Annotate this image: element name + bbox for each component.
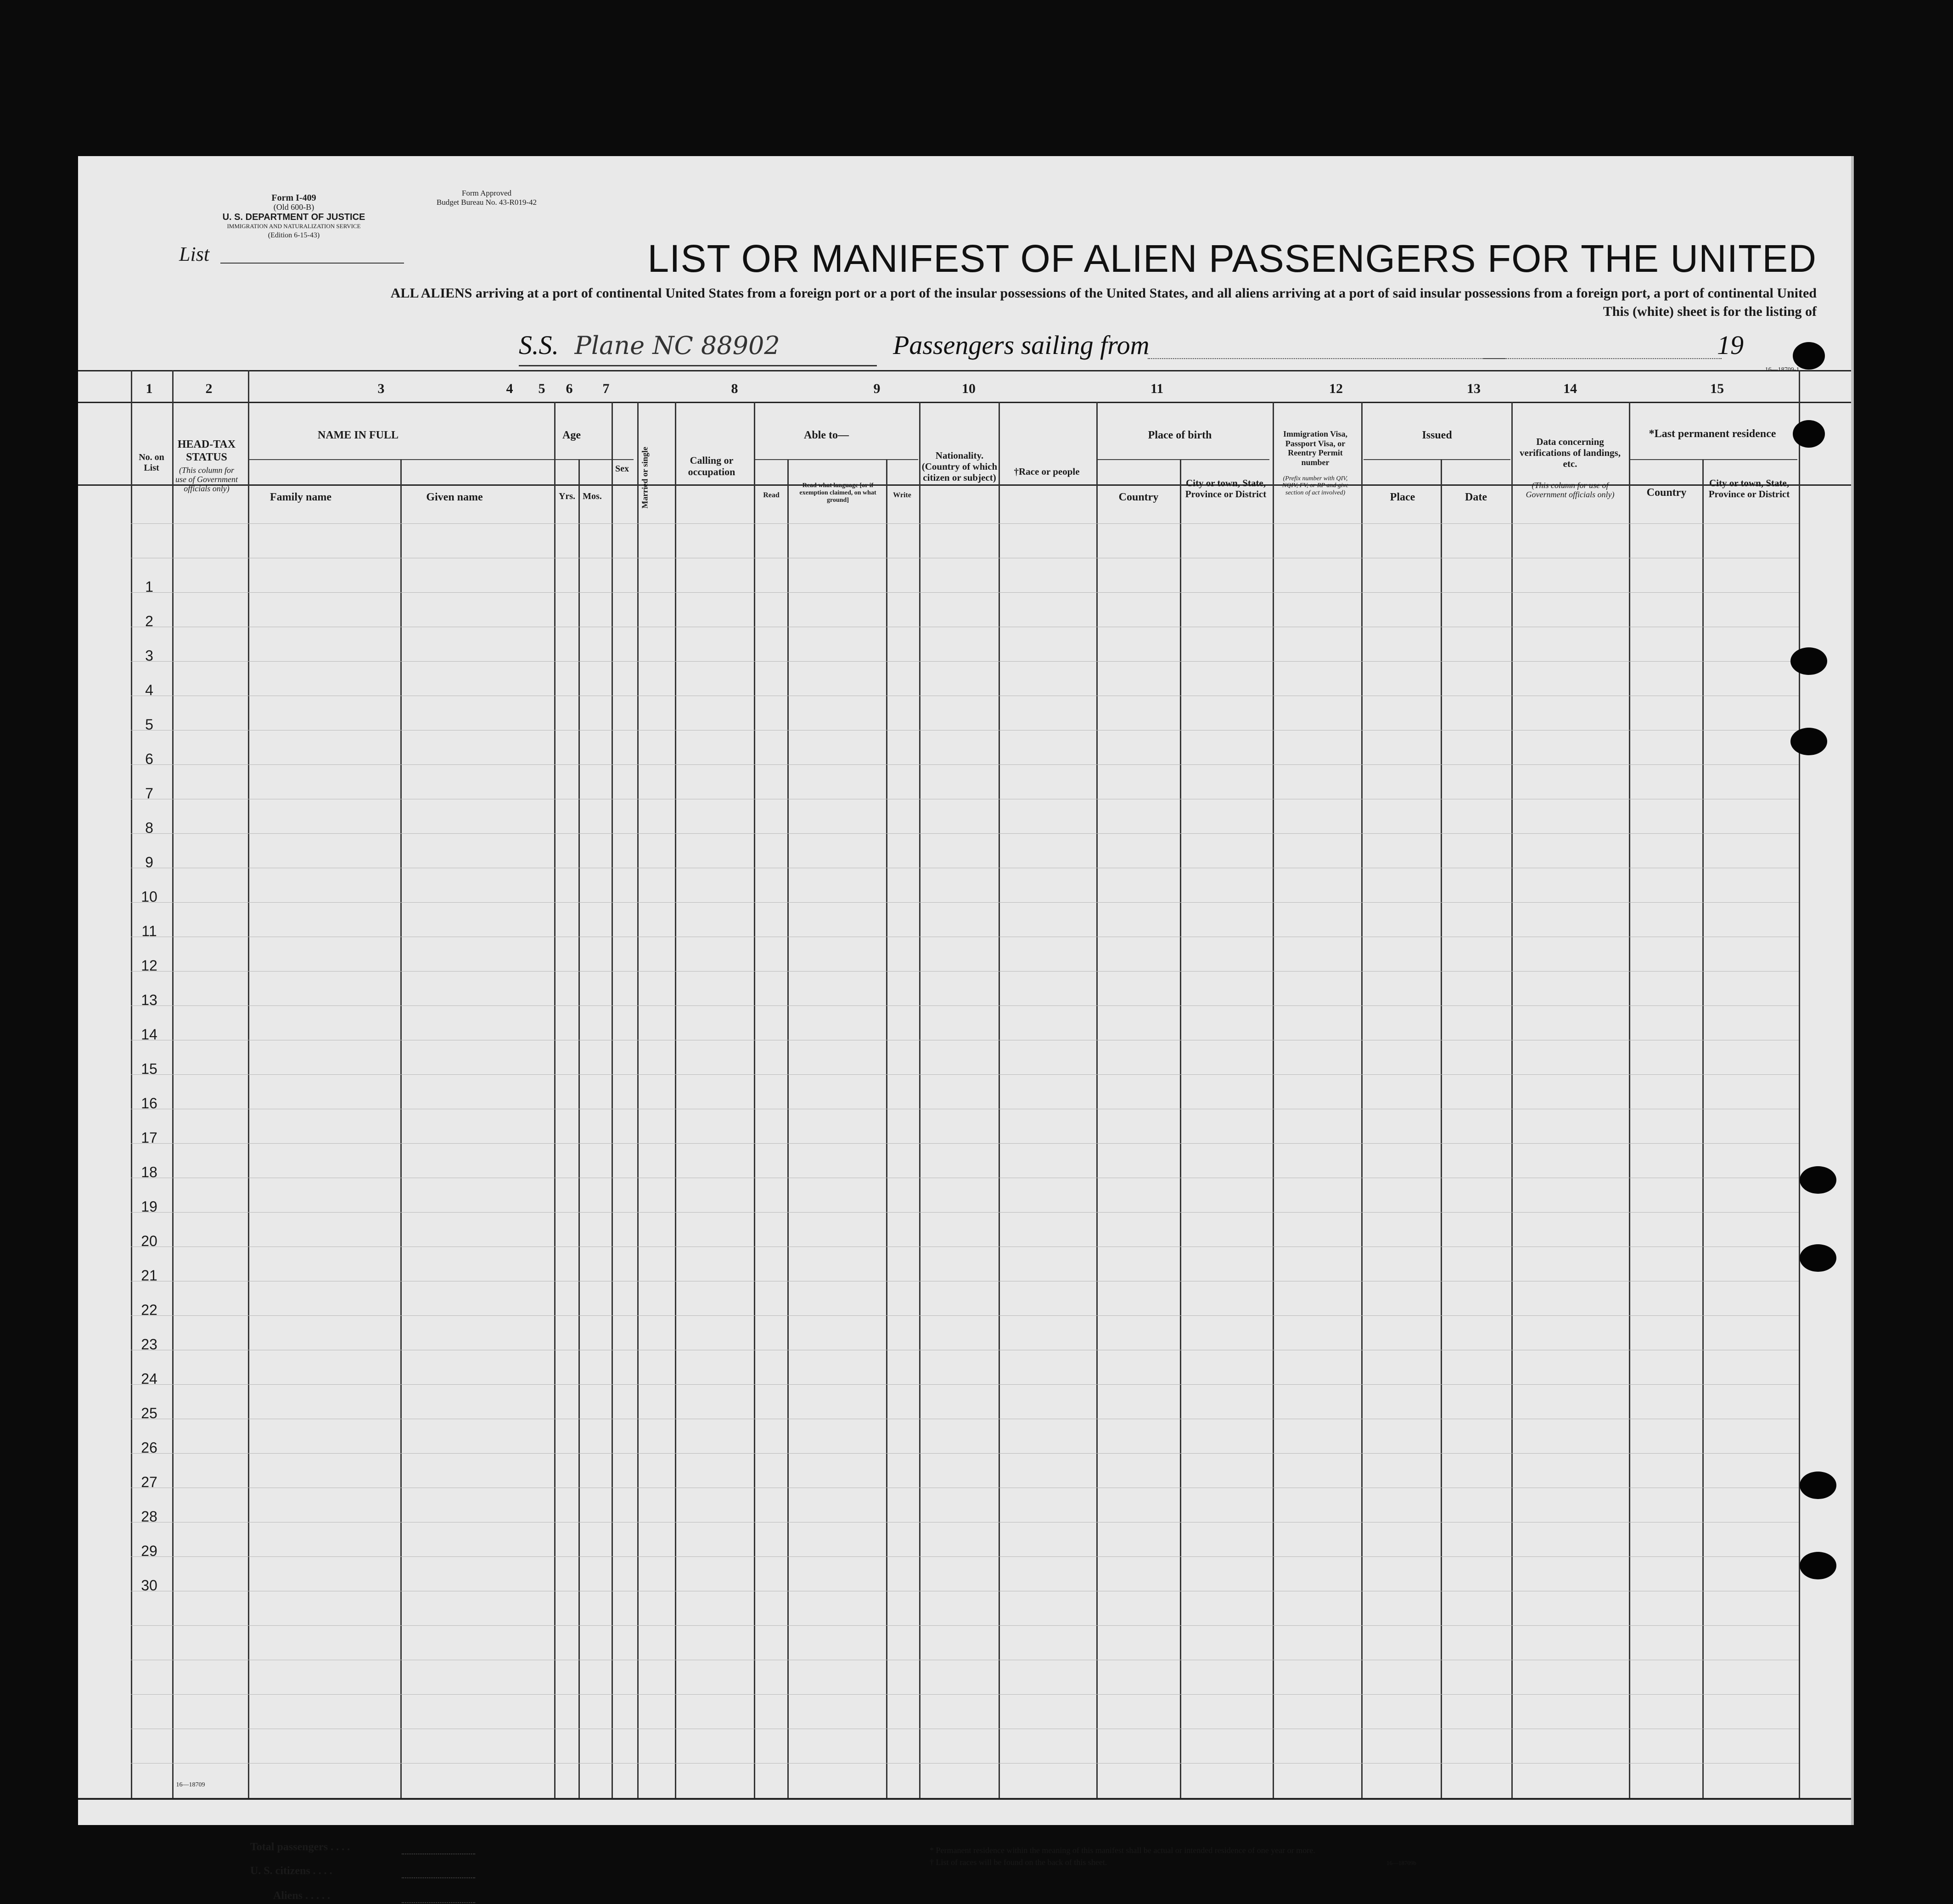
hdr-last-residence: *Last permanent residence [1649, 428, 1776, 440]
form-old: (Old 600-B) [273, 202, 314, 212]
hdr-head-tax-note: (This column for use of Government officials only) [175, 466, 238, 493]
hdr-sex: Sex [615, 464, 629, 474]
date-underline [1483, 358, 1722, 359]
form-service: IMMIGRATION AND NATURALIZATION SERVICE [227, 223, 361, 230]
row-number: 27 [141, 1474, 157, 1490]
list-label: List [179, 243, 210, 265]
subhdr-line-birth [1097, 459, 1269, 460]
colnum-12: 12 [1329, 381, 1343, 396]
col-line [1799, 370, 1800, 1798]
row-number: 20 [141, 1233, 157, 1249]
row-number: 29 [141, 1543, 157, 1559]
colnum-14: 14 [1563, 381, 1577, 396]
row-number: 8 [145, 820, 153, 836]
hdr-family-name: Family name [270, 491, 331, 503]
row-line [131, 1453, 1799, 1454]
row-number: 5 [145, 716, 153, 733]
col-line [1441, 459, 1442, 1798]
col-line [612, 402, 613, 1798]
form-edition: (Edition 6-15-43) [268, 231, 320, 239]
row-number: 2 [145, 613, 153, 629]
manifest-sheet [78, 156, 1854, 1902]
total-passengers-label: Total passengers . . . . [250, 1841, 350, 1853]
colnum-13: 13 [1467, 381, 1481, 396]
row-number: 14 [141, 1026, 157, 1043]
col-line [554, 402, 556, 1798]
row-number: 15 [141, 1061, 157, 1077]
col-line [1629, 402, 1630, 1798]
row-line [131, 764, 1799, 765]
form-department: U. S. DEPARTMENT OF JUSTICE [222, 212, 365, 222]
row-number: 16 [141, 1095, 157, 1112]
col-line [1180, 459, 1181, 1798]
row-number: 7 [145, 785, 153, 802]
punch-hole [1800, 1552, 1836, 1579]
row-number: 25 [141, 1405, 157, 1421]
row-number: 13 [141, 992, 157, 1008]
row-number: 28 [141, 1508, 157, 1525]
hdr-age: Age [562, 429, 581, 441]
row-line [131, 1143, 1799, 1144]
punch-hole [1793, 342, 1825, 370]
colnum-1: 1 [146, 381, 153, 396]
col-line [675, 402, 676, 1798]
col-line [754, 402, 755, 1798]
column-number-rule [78, 402, 1851, 403]
ship-line [519, 330, 780, 360]
hdr-calling: Calling or occupation [688, 455, 735, 478]
colnum-8: 8 [731, 381, 738, 396]
col-line [578, 459, 580, 1798]
hdr-given-name: Given name [426, 491, 483, 503]
hdr-data-concerning: Data concerning verifications of landings, etc. [1520, 436, 1621, 470]
us-citizens-label: U. S. citizens . . . . [250, 1865, 332, 1877]
hdr-data-note: (This column for use of Government officials only) [1526, 481, 1615, 499]
hdr-read-language: Read what language [or if exemption claimed, on what ground] [799, 482, 876, 504]
colnum-4: 4 [506, 381, 513, 396]
ship-name-handwritten: Plane NC 88902 [574, 331, 780, 360]
hdr-no-on-list: No. on List [139, 452, 164, 473]
row-line [131, 1556, 1799, 1557]
row-line [131, 1625, 1799, 1626]
col-line [1702, 459, 1704, 1798]
hdr-issued-date: Date [1465, 491, 1487, 503]
sailing-from-underline [1148, 358, 1506, 359]
row-line [131, 661, 1799, 662]
col-line [999, 402, 1000, 1798]
page-title: LIST OR MANIFEST OF ALIEN PASSENGERS FOR THE UNITED [647, 237, 1817, 280]
hdr-place-of-birth: Place of birth [1148, 429, 1212, 441]
col-line [886, 459, 887, 1798]
row-line [131, 902, 1799, 903]
form-budget: Budget Bureau No. 43-R019-42 [436, 198, 537, 207]
row-number: 17 [141, 1129, 157, 1146]
colnum-15: 15 [1710, 381, 1724, 396]
hdr-visa: Immigration Visa, Passport Visa, or Reentry Permit number [1283, 429, 1347, 467]
form-approval: Form Approved [461, 189, 512, 197]
row-line [131, 1315, 1799, 1316]
colnum-7: 7 [602, 381, 610, 396]
row-number: 11 [141, 923, 157, 939]
row-number: 6 [145, 751, 153, 767]
punch-hole [1793, 420, 1825, 448]
punch-hole [1800, 1472, 1836, 1499]
punch-hole [1790, 728, 1827, 755]
hdr-issued-place: Place [1390, 491, 1415, 503]
colnum-5: 5 [538, 381, 545, 396]
hdr-name-in-full: NAME IN FULL [317, 429, 398, 441]
ss-label: S.S. [519, 330, 559, 360]
col-line [248, 370, 249, 1798]
hdr-nationality: Nationality. (Country of which citizen or subject) [921, 450, 998, 483]
hdr-issued: Issued [1422, 429, 1452, 441]
hdr-yrs: Yrs. [558, 491, 576, 501]
row-number: 9 [145, 854, 153, 871]
colnum-6: 6 [566, 381, 573, 396]
hdr-race: †Race or people [1014, 466, 1080, 477]
table-bottom-rule [78, 1798, 1851, 1800]
hdr-read: Read [763, 491, 780, 499]
row-line [131, 1005, 1799, 1006]
sailing-from-label: Passengers sailing from [893, 330, 1150, 360]
colnum-11: 11 [1150, 381, 1164, 396]
footnote-residence: * Permanent residence within the meaning of this manifest shall be actual or intended residence of one year or more. [930, 1846, 1315, 1855]
col-line [1273, 402, 1274, 1798]
hdr-birth-city: City or town, State, Province or District [1185, 477, 1267, 500]
header-subtitle-1: ALL ALIENS arriving at a port of continental United States from a foreign port or a port of the insular possessions of the United States, and all aliens arriving at a port of said insular possessions from a foreign port, a port of continental United [390, 286, 1817, 301]
col-line [400, 459, 402, 1798]
hdr-head-tax: HEAD-TAX STATUS [177, 438, 236, 463]
col-line [1511, 402, 1513, 1798]
row-line [131, 1763, 1799, 1764]
hdr-visa-note: (Prefix number with QIV, NQIV, FV, or RP and give section of act involved) [1282, 475, 1349, 496]
colnum-2: 2 [205, 381, 213, 396]
row-number: 1 [145, 579, 153, 595]
row-line [131, 833, 1799, 834]
row-line [131, 971, 1799, 972]
col-line [637, 402, 639, 1798]
row-line [131, 1384, 1799, 1385]
hdr-residence-city: City or town, State, Province or District [1708, 477, 1790, 500]
col-line [787, 459, 789, 1798]
row-line [131, 1694, 1799, 1695]
subhdr-line-able [755, 459, 918, 460]
form-id: Form I-409 [271, 193, 316, 203]
row-number: 3 [145, 647, 153, 664]
col-line [919, 402, 920, 1798]
us-citizens-field[interactable] [402, 1877, 475, 1878]
row-number: 30 [141, 1577, 157, 1594]
row-line [131, 523, 1799, 524]
header-subtitle-2: This (white) sheet is for the listing of [1603, 304, 1817, 319]
row-number: 18 [141, 1164, 157, 1180]
hdr-mos: Mos. [583, 491, 602, 501]
colnum-3: 3 [377, 381, 385, 396]
footnote-code: 16—18709b [1386, 1859, 1416, 1866]
total-passengers-field[interactable] [402, 1853, 475, 1854]
row-line [131, 1074, 1799, 1075]
hdr-write: Write [893, 491, 911, 499]
colnum-9: 9 [873, 381, 881, 396]
year-prefix: 19 [1717, 330, 1744, 360]
row-number: 4 [145, 682, 153, 698]
row-number: 19 [141, 1198, 157, 1215]
hdr-married: Married or single [640, 447, 650, 509]
row-number: 21 [141, 1267, 157, 1284]
row-number: 10 [141, 888, 157, 905]
hdr-birth-country: Country [1118, 491, 1159, 503]
aliens-field[interactable] [402, 1902, 475, 1903]
row-number: 24 [141, 1370, 157, 1387]
col-line [172, 370, 174, 1798]
form-stamp: 16—18709-1 [1765, 366, 1800, 373]
subhdr-line-name [248, 459, 634, 460]
aliens-label: Aliens . . . . . [273, 1890, 331, 1902]
hdr-able-to: Able to— [804, 429, 849, 441]
row-number: 23 [141, 1336, 157, 1353]
row-line [131, 592, 1799, 593]
ship-underline [519, 365, 877, 366]
row-number: 12 [141, 957, 157, 974]
list-underline [220, 263, 404, 264]
footnote-races: † List of races will be found on the back of this sheet. [930, 1858, 1107, 1867]
col-line [1361, 402, 1363, 1798]
punch-hole [1790, 647, 1827, 675]
subhdr-line-residence [1630, 459, 1797, 460]
header-top-rule [78, 370, 1851, 371]
punch-hole [1800, 1166, 1836, 1194]
row-number: 22 [141, 1302, 157, 1318]
colnum-10: 10 [962, 381, 976, 396]
punch-hole [1800, 1244, 1836, 1272]
row-line [131, 1212, 1799, 1213]
bottom-code: 16—18709 [176, 1781, 205, 1788]
row-number: 26 [141, 1439, 157, 1456]
subhdr-line-issued [1364, 459, 1510, 460]
hdr-residence-country: Country [1646, 487, 1687, 499]
col-line [1096, 402, 1098, 1798]
